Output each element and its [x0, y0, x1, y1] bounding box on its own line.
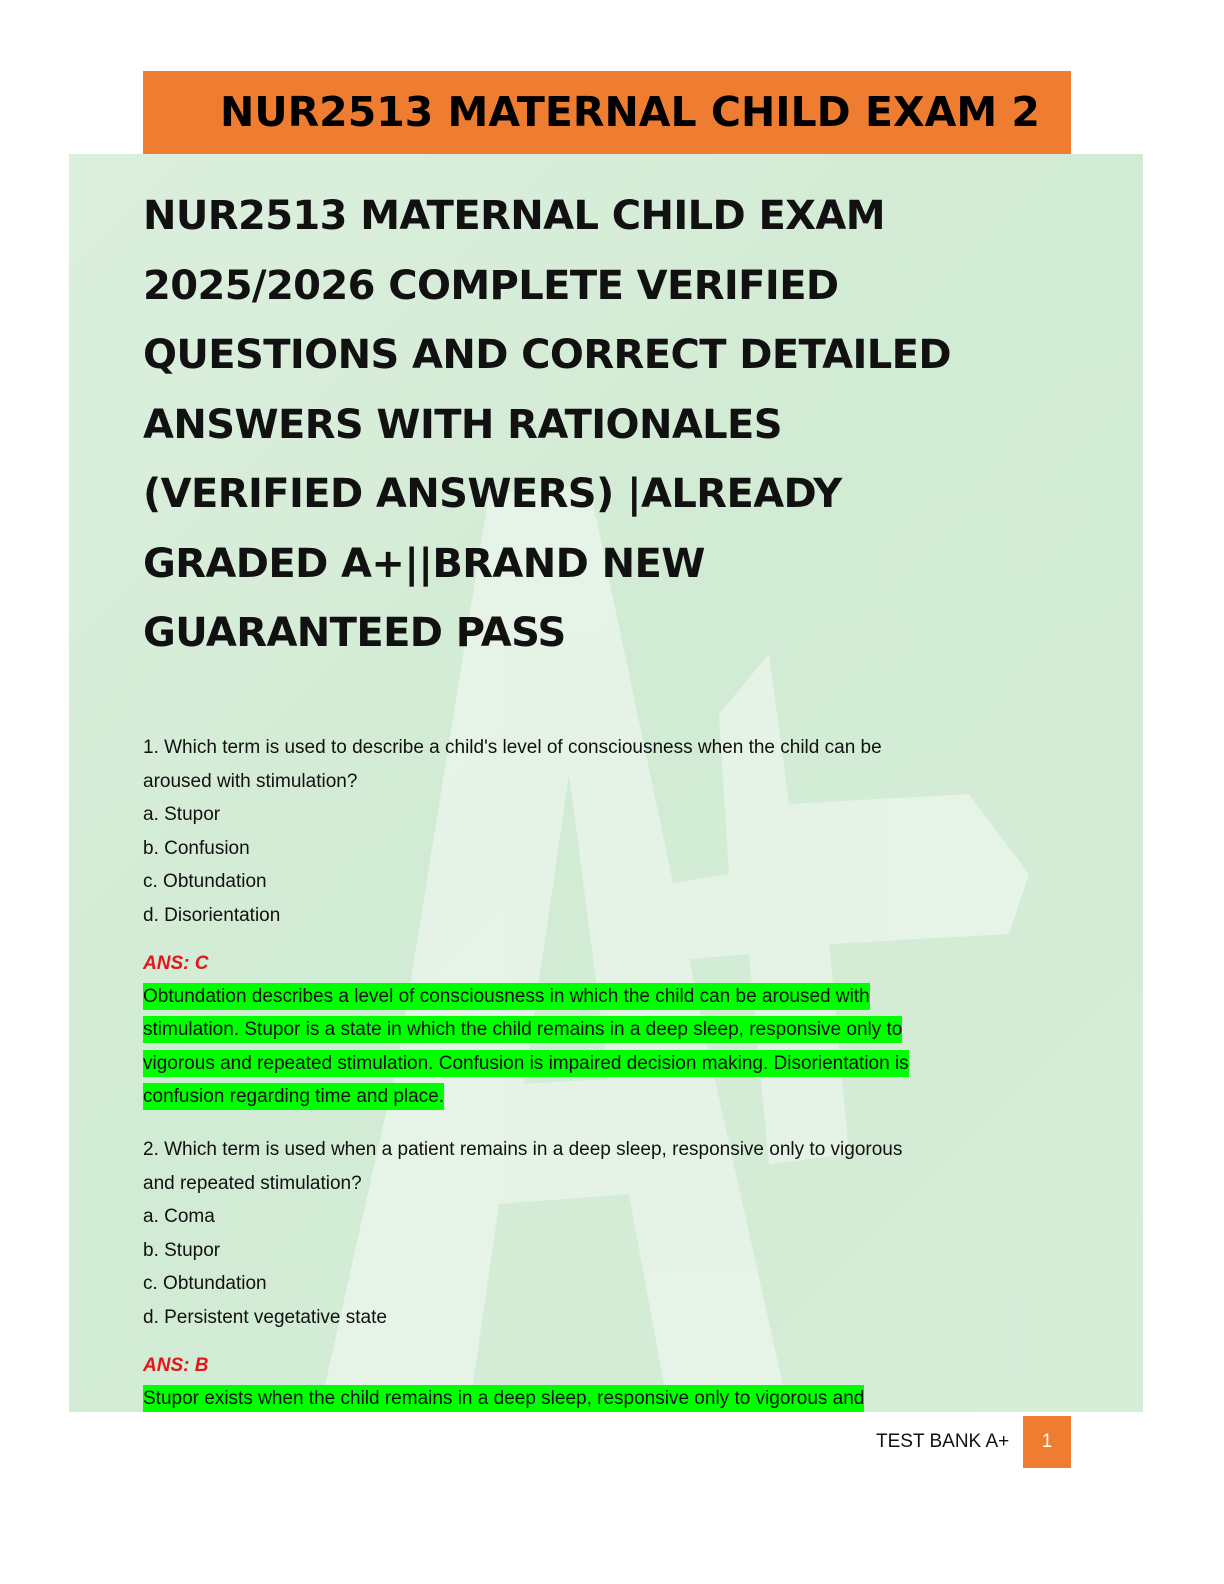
answer-key: ANS: B: [143, 1354, 209, 1376]
rationale-text: stimulation. Stupor is a state in which the child remains in a deep sleep, responsive only to: [143, 1016, 902, 1043]
rationale-text: vigorous and repeated stimulation. Confusion is impaired decision making. Disorientation is: [143, 1050, 909, 1077]
answer-option: d. Disorientation: [143, 904, 281, 926]
rationale-text: Obtundation describes a level of consciousness in which the child can be aroused with: [143, 983, 870, 1010]
answer-option: d. Persistent vegetative state: [143, 1306, 387, 1328]
rationale-text: Stupor exists when the child remains in a deep sleep, responsive only to vigorous and: [143, 1385, 864, 1412]
answer-key: ANS: C: [143, 952, 209, 974]
answer-option: a. Stupor: [143, 804, 221, 826]
question-text: and repeated stimulation?: [143, 1172, 362, 1194]
answer-option: a. Coma: [143, 1206, 215, 1228]
question-text: aroused with stimulation?: [143, 770, 358, 792]
question-text: 2. Which term is used when a patient remains in a deep sleep, responsive only to vigorous: [143, 1139, 903, 1160]
answer-option: b. Confusion: [143, 837, 250, 859]
question-block-2: [143, 1133, 1063, 1415]
footer-label: TEST BANK A+: [876, 1431, 1010, 1452]
title-line: ANSWERS WITH RATIONALES: [143, 401, 782, 448]
title-line: 2025/2026 COMPLETE VERIFIED: [143, 262, 839, 309]
header-title: NUR2513 MATERNAL CHILD EXAM 2: [220, 88, 1040, 136]
answer-option: c. Obtundation: [143, 871, 267, 893]
answer-option: c. Obtundation: [143, 1273, 267, 1295]
document-title: [143, 182, 1083, 669]
title-line: GRADED A+||BRAND NEW: [143, 540, 705, 587]
answer-option: b. Stupor: [143, 1239, 221, 1261]
title-line: QUESTIONS AND CORRECT DETAILED: [143, 332, 951, 378]
title-line: GUARANTEED PASS: [143, 610, 566, 656]
title-line: NUR2513 MATERNAL CHILD EXAM: [143, 193, 885, 239]
page-number: 1: [1023, 1416, 1071, 1468]
header-banner: [143, 71, 1071, 154]
title-line: (VERIFIED ANSWERS) |ALREADY: [143, 471, 842, 517]
rationale-text: confusion regarding time and place.: [143, 1083, 444, 1110]
question-block-1: [143, 731, 1063, 1114]
question-text: 1. Which term is used to describe a child's level of consciousness when the child can be: [143, 737, 882, 758]
